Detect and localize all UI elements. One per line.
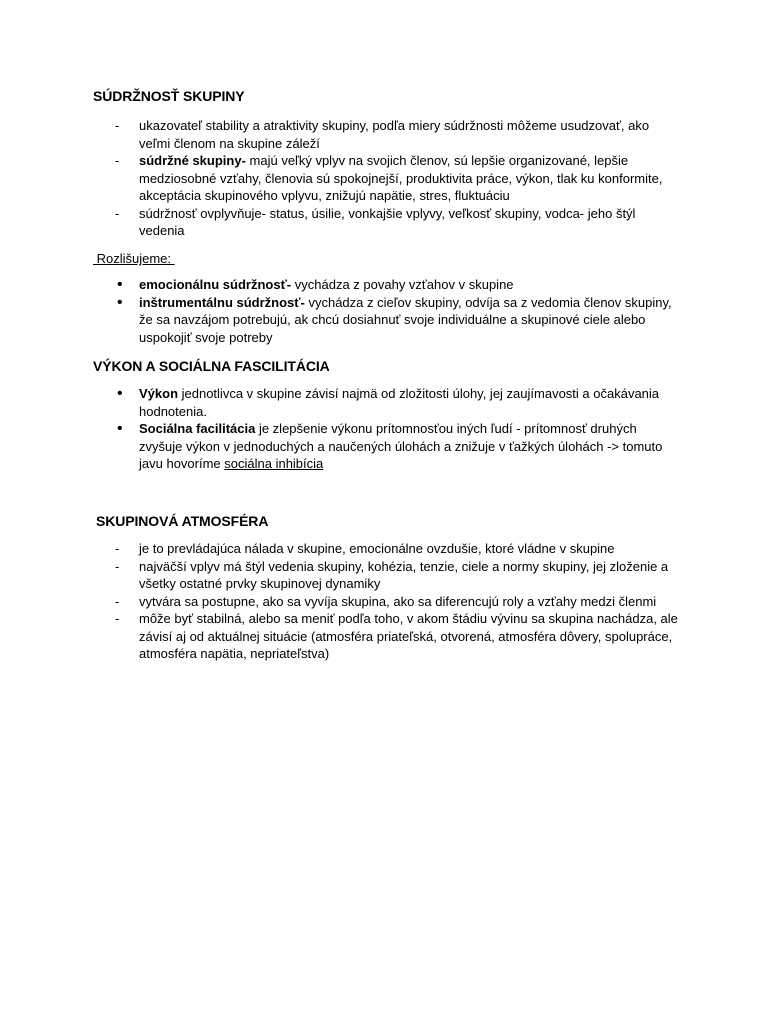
section-heading-atmosphere: SKUPINOVÁ ATMOSFÉRA — [96, 513, 269, 529]
list-item — [115, 610, 680, 663]
list-item-text: je zlepšenie výkonu prítomnosťou iných ľudí - prítomnosť druhých zvyšuje výkon v jednoduchých a naučených úlohách a znižuje v ťažkých úlohách -> tomuto javu hovoríme — [139, 421, 663, 471]
list-item — [115, 294, 680, 347]
section-heading-cohesion: SÚDRŽNOSŤ SKUPINY — [93, 88, 245, 104]
section-heading-performance: VÝKON A SOCIÁLNA FASCILITÁCIA — [93, 358, 330, 374]
list-item-term: súdržné skupiny- — [139, 153, 246, 168]
list-item-text: súdržnosť ovplyvňuje- status, úsilie, vonkajšie vplyvy, veľkosť skupiny, vodca- jeho štýl vedenia — [139, 205, 636, 238]
performance-list — [115, 385, 675, 473]
atmosphere-list — [115, 540, 680, 663]
list-item-term: emocionálnu súdržnosť- — [139, 277, 292, 292]
list-item — [115, 593, 680, 611]
list-item-term: inštrumentálnu súdržnosť- — [139, 294, 305, 310]
list-item — [115, 117, 680, 152]
list-item-text: majú veľký vplyv na svojich členov, sú lepšie organizované, lepšie medziosobné vzťahy, členovia sú spokojnejší, produktivita práce, výkon, tlak ku konformite, akceptácia skupinového vplyvu, znižujú napätie, stres, fluktuáciu — [139, 153, 663, 203]
cohesion-types-list — [115, 276, 680, 346]
list-item — [115, 420, 675, 473]
cohesion-list — [115, 117, 680, 240]
list-item — [115, 276, 680, 294]
list-item-text: vytvára sa postupne, ako sa vyvíja skupina, ako sa diferencujú roly a vzťahy medzi členmi — [139, 593, 657, 609]
list-item-term: Výkon — [139, 386, 179, 401]
distinguish-label — [93, 250, 175, 267]
list-item-text: ukazovateľ stability a atraktivity skupiny, podľa miery súdržnosti môžeme usudzovať, ako veľmi členom na skupine záleží — [139, 118, 650, 151]
list-item-text: jednotlivca v skupine závisí najmä od zložitosti úlohy, jej zaujímavosti a očakávania hodnotenia. — [139, 386, 660, 419]
list-item — [115, 385, 675, 420]
list-item-text: vychádza z povahy vzťahov v skupine — [291, 277, 514, 292]
list-item-text: vychádza z cieľov skupiny, odvíja sa z vedomia členov skupiny, že sa navzájom potrebujú, ak chcú dosiahnuť svoje individuálne a skupinové ciele alebo uspokojiť svoje potreby — [139, 294, 672, 345]
list-item-text: môže byť stabilná, alebo sa meniť podľa toho, v akom štádiu vývinu sa skupina nachádza, ale závisí aj od aktuálnej situácie (atmosféra priateľská, otvorená, atmosféra dôvery, spolupráce, atmosféra napätia, nepriateľstva) — [139, 611, 678, 661]
list-item — [115, 152, 680, 205]
list-item-text: je to prevládajúca nálada v skupine, emocionálne ovzdušie, ktoré vládne v skupine — [139, 541, 615, 556]
list-item-term: Sociálna facilitácia — [139, 421, 256, 436]
list-item — [115, 558, 680, 593]
social-inhibition-term: sociálna inhibícia — [224, 456, 324, 471]
distinguish-label-text: Rozlišujeme: — [93, 251, 175, 266]
list-item — [115, 540, 680, 558]
list-item — [115, 205, 680, 240]
list-item-text: najväčší vplyv má štýl vedenia skupiny, kohézia, tenzie, ciele a normy skupiny, jej zloženie a všetky ostatné prvky skupinovej dynamiky — [139, 558, 669, 591]
